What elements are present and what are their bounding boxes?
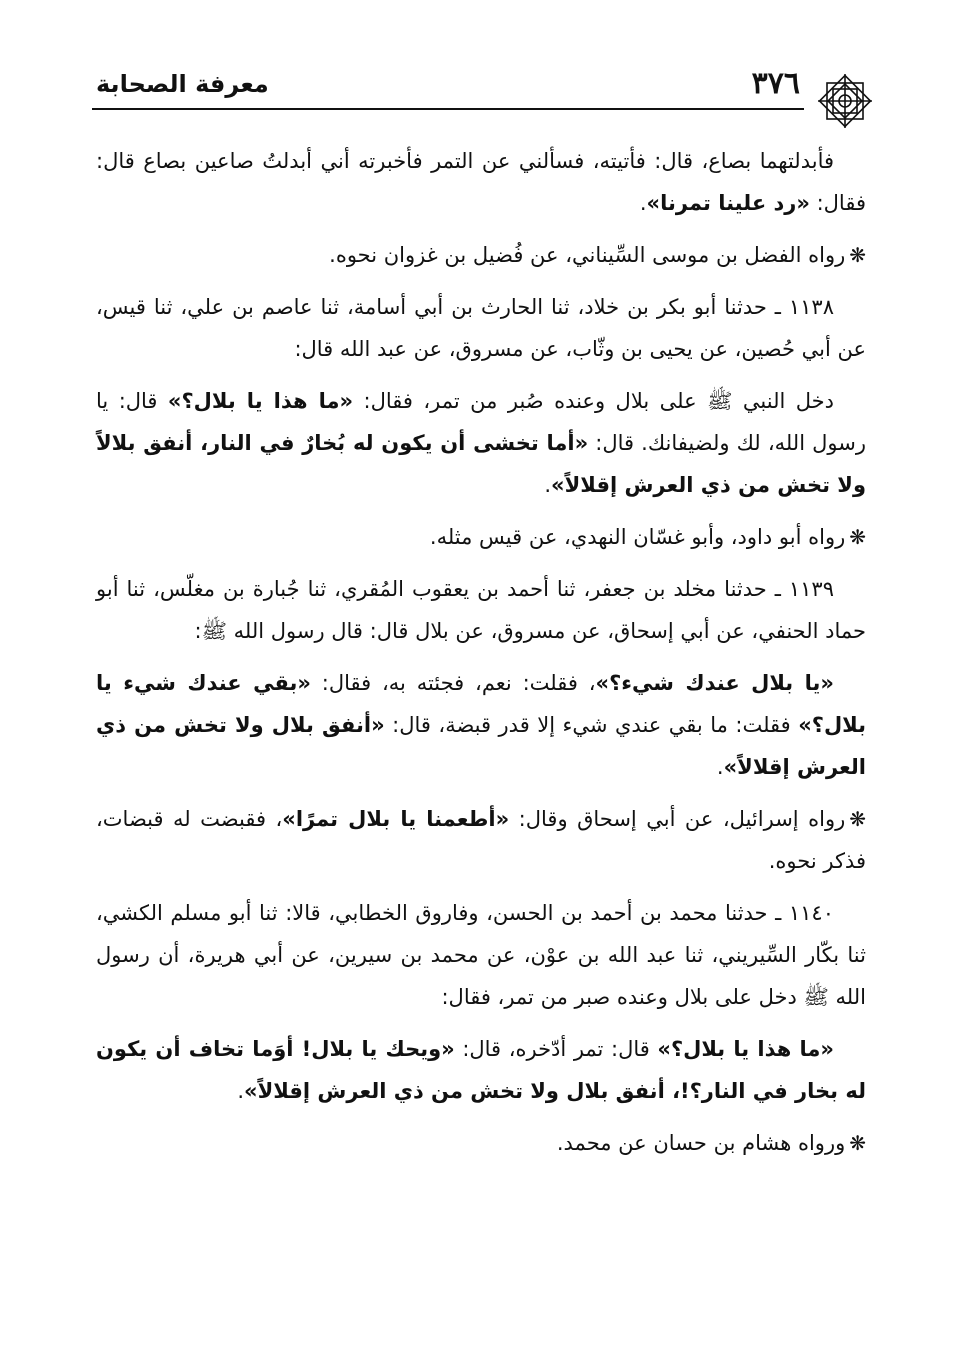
paragraph-text: .	[237, 1079, 245, 1103]
star-bullet-icon: ❋	[849, 1131, 866, 1155]
paragraph-p8	[96, 798, 866, 882]
star-bullet-icon: ❋	[849, 243, 866, 267]
hadith-quote-text: «أطعمنا يا بلال تمرًا»	[282, 807, 510, 831]
paragraph-p5	[96, 516, 866, 558]
star-bullet-icon: ❋	[849, 525, 866, 549]
running-title: معرفة الصحابة	[96, 70, 269, 98]
star-bullet-icon: ❋	[849, 807, 866, 831]
paragraph-text: .	[639, 191, 647, 215]
paragraph-text: فقلت: ما بقي عندي شيء إلا قدر قبضة، قال:	[384, 713, 799, 737]
hadith-quote-text: «أما تخشى أن يكون له بُخارٌ في النار، أنفق بلالاً ولا تخش من ذي العرش إقلالاً»	[96, 431, 866, 497]
hadith-quote-text: «يا بلال عندك شيء؟»	[595, 671, 834, 695]
paragraph-p1	[96, 140, 866, 224]
paragraph-text: ١١٣٨ ـ حدثنا أبو بكر بن خلاد، ثنا الحارث بن أبي أسامة، ثنا عاصم بن علي، ثنا قيس، عن أبي حُصين، عن يحيى بن وثّاب، عن مسروق، عن عبد الله قال:	[96, 295, 866, 361]
hadith-quote-text: «ما هذا يا بلال؟»	[657, 1037, 834, 1061]
paragraph-text: .	[544, 473, 552, 497]
paragraph-text: ، فقلت: نعم، فجئته به، فقال:	[310, 671, 596, 695]
hadith-quote-text: «ما هذا يا بلال؟»	[167, 389, 354, 413]
paragraph-text: رواه إسرائيل، عن أبي إسحاق وقال:	[509, 807, 846, 831]
hadith-quote-text: «رد علينا تمرنا»	[646, 191, 810, 215]
paragraph-text: دخل النبي ﷺ على بلال وعنده صُبر من تمر، فقال:	[353, 389, 834, 413]
paragraph-text: ورواه هشام بن حسان عن محمد.	[556, 1131, 846, 1155]
paragraph-text: رواه أبو داود، وأبو غسّان النهدي، عن قيس مثله.	[429, 525, 846, 549]
paragraph-text: ١١٤٠ ـ حدثنا محمد بن أحمد بن الحسن، وفاروق الخطابي، قالا: ثنا أبو مسلم الكشي، ثنا بكّار السِّيريني، ثنا عبد الله بن عوْن، عن محمد بن سيرين، عن أبي هريرة، أن رسول الله ﷺ دخل على بلال وعنده صبر من تمر، فقال:	[96, 901, 866, 1009]
hadith-quote-text: «أنفق بلال ولا تخش من ذي العرش إقلالاً»	[96, 713, 866, 779]
paragraph-p4	[96, 380, 866, 506]
paragraph-text: فأبدلتهما بصاع، قال: فأتيته، فسألني عن التمر فأخبرته أني أبدلتُ صاعين بصاع قال: فقال:	[96, 149, 866, 215]
page-number: ٣٧٦	[751, 66, 800, 101]
paragraph-p2	[96, 234, 866, 276]
paragraph-p7	[96, 662, 866, 788]
page-body	[96, 140, 866, 1174]
paragraph-p11	[96, 1122, 866, 1164]
octagonal-star-ornament-icon	[814, 70, 876, 132]
hadith-quote-text: «ويحك يا بلال! أوَما تخاف أن يكون له بخار في النار؟!، أنفق بلال ولا تخش من ذي العرش إقلالاً»	[96, 1037, 866, 1103]
header-rule	[92, 108, 804, 110]
paragraph-p9	[96, 892, 866, 1018]
paragraph-text: ١١٣٩ ـ حدثنا مخلد بن جعفر، ثنا أحمد بن يعقوب المُقري، ثنا جُبارة بن مغلّس، ثنا أبو حماد الحنفي، عن أبي إسحاق، عن مسروق، عن بلال قال: قال رسول الله ﷺ:	[96, 577, 866, 643]
page-header	[96, 56, 866, 112]
paragraph-p3	[96, 286, 866, 370]
paragraph-text: رواه الفضل بن موسى السِّيناني، عن فُضيل بن غزوان نحوه.	[329, 243, 846, 267]
paragraph-text: قال: يا رسول الله، لك ولضيفانك. قال:	[96, 389, 867, 455]
paragraph-text: .	[716, 755, 724, 779]
hadith-quote-text: «بقي عندك شيء يا بلال؟»	[96, 671, 867, 737]
paragraph-p6	[96, 568, 866, 652]
paragraph-text: قال: تمر أدّخره، قال:	[454, 1037, 658, 1061]
paragraph-text: ، فقبضت له قبضات، فذكر نحوه.	[96, 807, 866, 873]
paragraph-p10	[96, 1028, 866, 1112]
